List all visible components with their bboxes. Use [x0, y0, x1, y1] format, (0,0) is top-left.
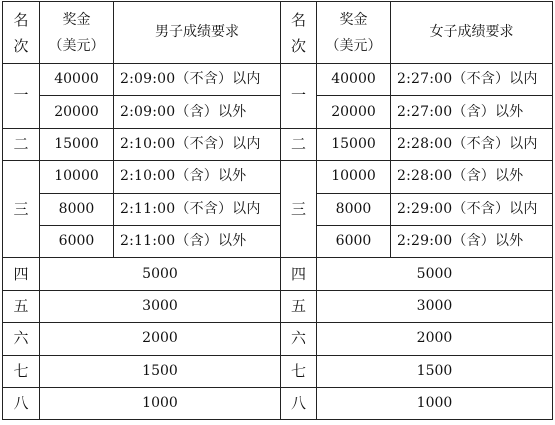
- header-rank-cell: [3, 2, 40, 64]
- men-requirement-cell: 2:09:00（含）以外: [114, 96, 281, 128]
- table-row: [3, 64, 553, 96]
- prize-cell-women: 1500: [317, 355, 553, 387]
- rank-cell-seventh: 七: [3, 355, 40, 387]
- prize-cell: 40000: [40, 64, 114, 96]
- header-prize-line1: 奖金: [62, 11, 91, 28]
- rank-cell-first: 一: [3, 64, 40, 129]
- table-row: [3, 387, 553, 419]
- table-row: [3, 193, 553, 225]
- men-requirement-cell: 2:10:00（含）以外: [114, 161, 281, 193]
- rank-cell-fifth-women: 五: [281, 290, 317, 322]
- prize-cell: 3000: [40, 290, 281, 322]
- header-rank-cell-women: [281, 2, 317, 64]
- header-men-title: 男子成绩要求: [114, 2, 281, 64]
- header-prize-line2-women: （美元）: [325, 37, 382, 54]
- prize-cell: 1000: [40, 387, 281, 419]
- prize-cell-women: 5000: [317, 258, 553, 290]
- prize-cell-women: 2000: [317, 323, 553, 355]
- prize-cell-women: 3000: [317, 290, 553, 322]
- header-prize-cell: [40, 2, 114, 64]
- men-requirement-cell: 2:09:00（不含）以内: [114, 64, 281, 96]
- rank-cell-eighth-women: 八: [281, 387, 317, 419]
- prize-cell: 1500: [40, 355, 281, 387]
- rank-cell-fourth-women: 四: [281, 258, 317, 290]
- women-requirement-cell: 2:27:00（不含）以内: [391, 64, 553, 96]
- men-requirement-cell: 2:10:00（不含）以内: [114, 128, 281, 160]
- rank-cell-first-women: 一: [281, 64, 317, 129]
- table-row: [3, 161, 553, 193]
- header-row: [3, 2, 553, 64]
- table-row: [3, 323, 553, 355]
- women-requirement-cell: 2:28:00（不含）以内: [391, 128, 553, 160]
- prize-cell: 2000: [40, 323, 281, 355]
- rank-cell-seventh-women: 七: [281, 355, 317, 387]
- men-requirement-cell: 2:11:00（含）以外: [114, 225, 281, 257]
- men-requirement-cell: 2:11:00（不含）以内: [114, 193, 281, 225]
- women-requirement-cell: 2:28:00（含）以外: [391, 161, 553, 193]
- prize-cell-women: 1000: [317, 387, 553, 419]
- rank-cell-second: 二: [3, 128, 40, 160]
- table-row: [3, 355, 553, 387]
- table-row: [3, 225, 553, 257]
- prize-cell: 6000: [40, 225, 114, 257]
- table-row: [3, 290, 553, 322]
- rank-cell-third: 三: [3, 161, 40, 258]
- header-women-title: 女子成绩要求: [391, 2, 553, 64]
- header-rank-line2-women: 次: [290, 36, 306, 55]
- rank-cell-sixth: 六: [3, 323, 40, 355]
- women-requirement-cell: 2:29:00（不含）以内: [391, 193, 553, 225]
- prize-cell-women: 40000: [317, 64, 391, 96]
- table-row: [3, 128, 553, 160]
- women-requirement-cell: 2:27:00（含）以外: [391, 96, 553, 128]
- prize-cell: 10000: [40, 161, 114, 193]
- rank-cell-fourth: 四: [3, 258, 40, 290]
- header-rank-line1-women: 名: [290, 10, 306, 29]
- rank-cell-second-women: 二: [281, 128, 317, 160]
- table-row: [3, 258, 553, 290]
- prize-cell-women: 15000: [317, 128, 391, 160]
- prize-cell-women: 20000: [317, 96, 391, 128]
- prize-cell: 20000: [40, 96, 114, 128]
- header-rank-line2: 次: [13, 36, 29, 55]
- rank-cell-eighth: 八: [3, 387, 40, 419]
- header-prize-line1-women: 奖金: [339, 11, 368, 28]
- prize-cell-women: 10000: [317, 161, 391, 193]
- prize-cell: 15000: [40, 128, 114, 160]
- prize-table: [2, 1, 553, 420]
- prize-cell-women: 6000: [317, 225, 391, 257]
- header-prize-line2: （美元）: [48, 37, 105, 54]
- rank-cell-third-women: 三: [281, 161, 317, 258]
- table-row: [3, 96, 553, 128]
- prize-cell: 8000: [40, 193, 114, 225]
- rank-cell-fifth: 五: [3, 290, 40, 322]
- rank-cell-sixth-women: 六: [281, 323, 317, 355]
- prize-cell: 5000: [40, 258, 281, 290]
- header-prize-cell-women: [317, 2, 391, 64]
- header-rank-line1: 名: [13, 10, 29, 29]
- prize-cell-women: 8000: [317, 193, 391, 225]
- women-requirement-cell: 2:29:00（含）以外: [391, 225, 553, 257]
